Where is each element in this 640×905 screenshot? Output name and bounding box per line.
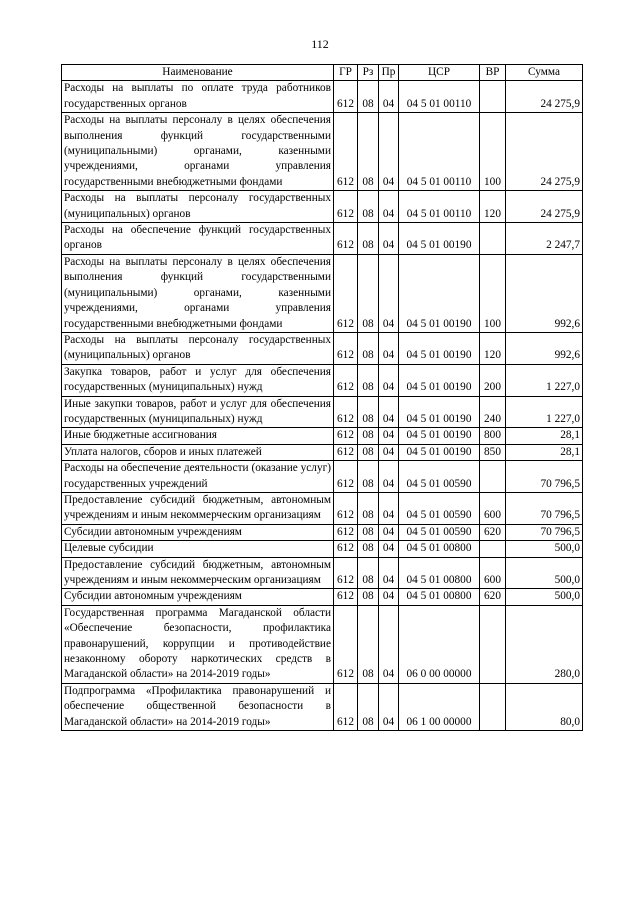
cell-vr: 100 <box>480 113 506 191</box>
cell-sum: 280,0 <box>506 605 583 683</box>
cell-gr: 612 <box>334 589 358 605</box>
cell-name: Подпрограмма «Профилактика правонарушений и обеспечение общественной безопасности в Магаданской области» на 2014-2019 годы» <box>62 683 334 730</box>
cell-sum: 500,0 <box>506 589 583 605</box>
budget-table <box>61 64 583 731</box>
cell-csr: 06 1 00 00000 <box>399 683 480 730</box>
cell-csr: 04 5 01 00590 <box>399 461 480 493</box>
cell-pr: 04 <box>379 191 399 223</box>
cell-rz: 08 <box>358 364 379 396</box>
cell-sum: 70 796,5 <box>506 524 583 540</box>
cell-gr: 612 <box>334 444 358 460</box>
cell-csr: 04 5 01 00590 <box>399 524 480 540</box>
cell-vr: 850 <box>480 444 506 460</box>
cell-rz: 08 <box>358 605 379 683</box>
cell-rz: 08 <box>358 81 379 113</box>
cell-name: Расходы на выплаты персоналу государственных (муниципальных) органов <box>62 332 334 364</box>
cell-pr: 04 <box>379 589 399 605</box>
cell-sum: 28,1 <box>506 428 583 444</box>
cell-rz: 08 <box>358 444 379 460</box>
cell-sum: 992,6 <box>506 254 583 332</box>
cell-csr: 04 5 01 00190 <box>399 428 480 444</box>
cell-gr: 612 <box>334 81 358 113</box>
table-row <box>62 113 583 191</box>
cell-csr: 06 0 00 00000 <box>399 605 480 683</box>
cell-gr: 612 <box>334 113 358 191</box>
cell-sum: 70 796,5 <box>506 492 583 524</box>
cell-gr: 612 <box>334 461 358 493</box>
cell-name: Целевые субсидии <box>62 541 334 557</box>
table-row <box>62 428 583 444</box>
cell-sum: 24 275,9 <box>506 191 583 223</box>
table-row <box>62 683 583 730</box>
cell-vr: 620 <box>480 589 506 605</box>
table-row <box>62 541 583 557</box>
cell-gr: 612 <box>334 254 358 332</box>
table-row <box>62 223 583 255</box>
cell-gr: 612 <box>334 541 358 557</box>
cell-name: Государственная программа Магаданской области «Обеспечение безопасности, профилактика правонарушений, коррупции и противодействие незаконному обороту наркотических средств в Магаданской области» на 2014-2019 годы» <box>62 605 334 683</box>
cell-pr: 04 <box>379 541 399 557</box>
table-row <box>62 557 583 589</box>
cell-sum: 1 227,0 <box>506 396 583 428</box>
header-row <box>62 65 583 81</box>
header-name: Наименование <box>62 65 334 81</box>
cell-vr: 600 <box>480 557 506 589</box>
table-row <box>62 589 583 605</box>
cell-pr: 04 <box>379 254 399 332</box>
cell-sum: 24 275,9 <box>506 81 583 113</box>
cell-pr: 04 <box>379 113 399 191</box>
cell-pr: 04 <box>379 524 399 540</box>
cell-rz: 08 <box>358 428 379 444</box>
cell-gr: 612 <box>334 557 358 589</box>
cell-name: Расходы на выплаты персоналу в целях обеспечения выполнения функций государственными (муниципальными) органами, казенными учреждениями, органами управления государственными внебюджетными фондами <box>62 113 334 191</box>
header-sum: Сумма <box>506 65 583 81</box>
cell-pr: 04 <box>379 605 399 683</box>
cell-sum: 500,0 <box>506 557 583 589</box>
cell-vr <box>480 81 506 113</box>
cell-name: Расходы на выплаты персоналу государственных (муниципальных) органов <box>62 191 334 223</box>
cell-gr: 612 <box>334 396 358 428</box>
cell-name: Закупка товаров, работ и услуг для обеспечения государственных (муниципальных) нужд <box>62 364 334 396</box>
cell-vr: 120 <box>480 191 506 223</box>
cell-rz: 08 <box>358 589 379 605</box>
cell-rz: 08 <box>358 396 379 428</box>
table-row <box>62 396 583 428</box>
cell-pr: 04 <box>379 557 399 589</box>
cell-rz: 08 <box>358 683 379 730</box>
cell-name: Иные закупки товаров, работ и услуг для обеспечения государственных (муниципальных) нужд <box>62 396 334 428</box>
cell-gr: 612 <box>334 191 358 223</box>
cell-pr: 04 <box>379 461 399 493</box>
header-csr: ЦСР <box>399 65 480 81</box>
cell-vr: 800 <box>480 428 506 444</box>
cell-gr: 612 <box>334 492 358 524</box>
cell-rz: 08 <box>358 113 379 191</box>
cell-pr: 04 <box>379 428 399 444</box>
cell-sum: 2 247,7 <box>506 223 583 255</box>
cell-name: Расходы на выплаты персоналу в целях обеспечения выполнения функций государственными (муниципальными) органами, казенными учреждениями, органами управления государственными внебюджетными фондами <box>62 254 334 332</box>
cell-pr: 04 <box>379 332 399 364</box>
cell-pr: 04 <box>379 683 399 730</box>
cell-csr: 04 5 01 00190 <box>399 332 480 364</box>
cell-gr: 612 <box>334 683 358 730</box>
cell-vr: 240 <box>480 396 506 428</box>
cell-rz: 08 <box>358 332 379 364</box>
table-row <box>62 605 583 683</box>
cell-gr: 612 <box>334 223 358 255</box>
table-row <box>62 191 583 223</box>
cell-vr <box>480 605 506 683</box>
header-pr: Пр <box>379 65 399 81</box>
cell-csr: 04 5 01 00190 <box>399 254 480 332</box>
cell-vr: 600 <box>480 492 506 524</box>
cell-name: Иные бюджетные ассигнования <box>62 428 334 444</box>
header-gr: ГР <box>334 65 358 81</box>
cell-sum: 80,0 <box>506 683 583 730</box>
cell-rz: 08 <box>358 524 379 540</box>
table-body <box>62 81 583 731</box>
cell-csr: 04 5 01 00800 <box>399 541 480 557</box>
cell-pr: 04 <box>379 396 399 428</box>
cell-sum: 1 227,0 <box>506 364 583 396</box>
cell-name: Расходы на выплаты по оплате труда работников государственных органов <box>62 81 334 113</box>
cell-rz: 08 <box>358 191 379 223</box>
cell-sum: 28,1 <box>506 444 583 460</box>
cell-sum: 992,6 <box>506 332 583 364</box>
cell-pr: 04 <box>379 492 399 524</box>
cell-gr: 612 <box>334 364 358 396</box>
cell-gr: 612 <box>334 605 358 683</box>
page-number: 112 <box>311 37 329 51</box>
table-row <box>62 492 583 524</box>
cell-pr: 04 <box>379 81 399 113</box>
cell-pr: 04 <box>379 444 399 460</box>
cell-rz: 08 <box>358 223 379 255</box>
cell-name: Уплата налогов, сборов и иных платежей <box>62 444 334 460</box>
cell-vr <box>480 223 506 255</box>
cell-csr: 04 5 01 00110 <box>399 81 480 113</box>
cell-rz: 08 <box>358 492 379 524</box>
cell-csr: 04 5 01 00190 <box>399 364 480 396</box>
cell-csr: 04 5 01 00800 <box>399 589 480 605</box>
cell-name: Расходы на обеспечение функций государственных органов <box>62 223 334 255</box>
table-row <box>62 81 583 113</box>
cell-vr <box>480 683 506 730</box>
cell-gr: 612 <box>334 524 358 540</box>
cell-gr: 612 <box>334 332 358 364</box>
table-row <box>62 332 583 364</box>
cell-vr <box>480 461 506 493</box>
table-row <box>62 364 583 396</box>
cell-name: Предоставление субсидий бюджетным, автономным учреждениям и иным некоммерческим организациям <box>62 557 334 589</box>
cell-csr: 04 5 01 00190 <box>399 396 480 428</box>
table-row <box>62 461 583 493</box>
cell-vr: 620 <box>480 524 506 540</box>
cell-pr: 04 <box>379 223 399 255</box>
cell-name: Предоставление субсидий бюджетным, автономным учреждениям и иным некоммерческим организациям <box>62 492 334 524</box>
table-row <box>62 524 583 540</box>
cell-csr: 04 5 01 00190 <box>399 444 480 460</box>
cell-csr: 04 5 01 00590 <box>399 492 480 524</box>
table-row <box>62 254 583 332</box>
table-header <box>62 65 583 81</box>
cell-sum: 70 796,5 <box>506 461 583 493</box>
cell-rz: 08 <box>358 461 379 493</box>
cell-gr: 612 <box>334 428 358 444</box>
cell-name: Субсидии автономным учреждениям <box>62 524 334 540</box>
cell-csr: 04 5 01 00110 <box>399 191 480 223</box>
cell-rz: 08 <box>358 254 379 332</box>
cell-vr: 200 <box>480 364 506 396</box>
header-vr: ВР <box>480 65 506 81</box>
cell-csr: 04 5 01 00800 <box>399 557 480 589</box>
cell-csr: 04 5 01 00110 <box>399 113 480 191</box>
cell-rz: 08 <box>358 557 379 589</box>
cell-rz: 08 <box>358 541 379 557</box>
header-rz: Рз <box>358 65 379 81</box>
cell-name: Расходы на обеспечение деятельности (оказание услуг) государственных учреждений <box>62 461 334 493</box>
cell-pr: 04 <box>379 364 399 396</box>
cell-sum: 500,0 <box>506 541 583 557</box>
table-row <box>62 444 583 460</box>
cell-vr <box>480 541 506 557</box>
cell-name: Субсидии автономным учреждениям <box>62 589 334 605</box>
cell-vr: 120 <box>480 332 506 364</box>
cell-vr: 100 <box>480 254 506 332</box>
cell-csr: 04 5 01 00190 <box>399 223 480 255</box>
cell-sum: 24 275,9 <box>506 113 583 191</box>
